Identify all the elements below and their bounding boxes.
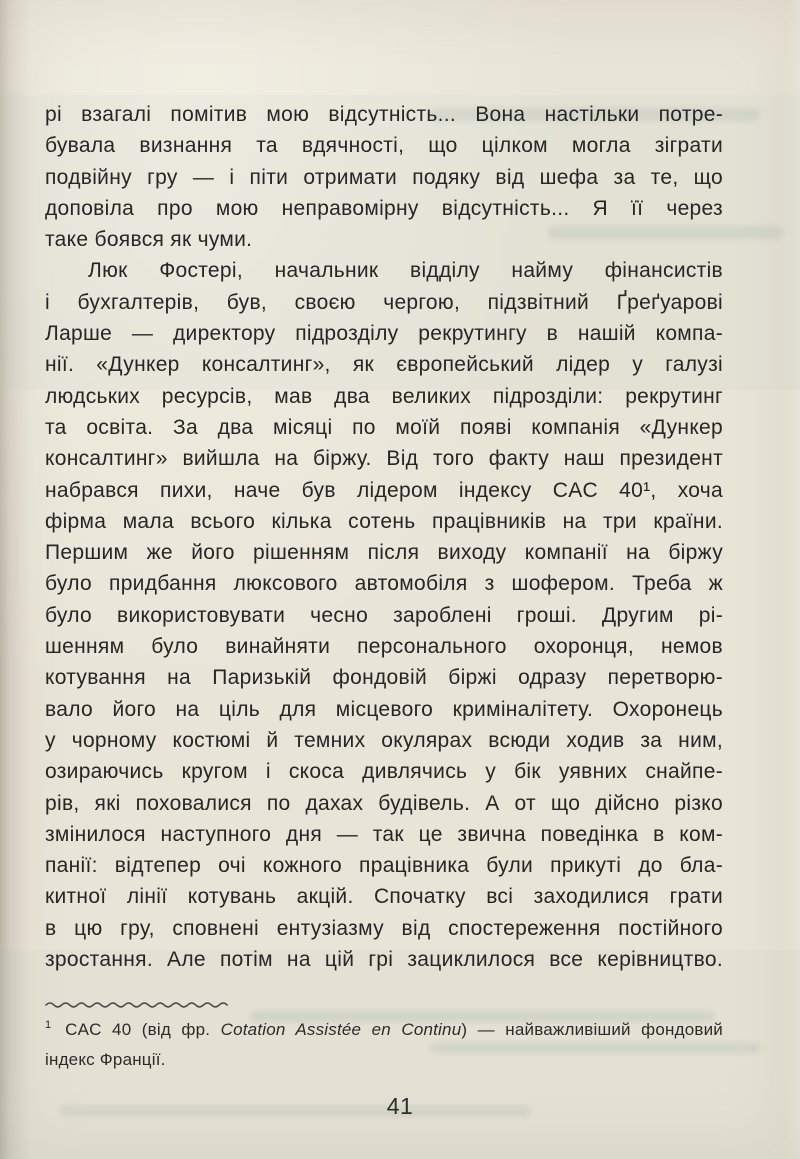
text-line: було придбання люксового автомобіля з шофером. Треба ж (45, 572, 723, 596)
text-line: рів, які поховалися по дахах будівель. А от що дійсно різко (45, 791, 723, 815)
text-line: в цю гру, сповнені ентузіазму від спостереження постійного (45, 916, 723, 940)
text-line: рі взагалі помітив мою відсутність... Вона настільки потре- (45, 103, 723, 126)
text-line: набрався пихи, наче був лідером індексу CAC 40¹, хоча (45, 478, 723, 502)
footnote-text: ) — найважливіший фондовий (461, 1020, 723, 1039)
page-text (45, 99, 723, 975)
page-number: 41 (386, 1093, 414, 1119)
paragraph (45, 255, 723, 975)
text-line: подвійну гру — і піти отримати подяку від шефа за те, що (45, 165, 723, 189)
text-line: нії. «Дункер консалтинг», як європейський лідер у галузі (45, 353, 723, 377)
footnote-text: CAC 40 (від фр. (65, 1020, 221, 1039)
text-line: озираючись кругом і скоса дивлячись у бік уявних снайпе- (45, 760, 723, 784)
text-line: і бухгалтерів, був, своєю чергою, підзвітний Ґреґуарові (45, 290, 723, 314)
footnote-line-1 (45, 1015, 723, 1044)
text-line: людських ресурсів, мав два великих підрозділи: рекрутинг (45, 384, 723, 408)
text-line: вало його на ціль для місцевого криміналітету. Охоронець (45, 697, 723, 721)
text-line: панії: відтепер очі кожного працівника були прикуті до бла- (45, 854, 723, 878)
text-line: Першим же його рішенням після виходу компанії на біржу (45, 541, 723, 565)
footnote (45, 1000, 723, 1074)
text-line: у чорному костюмі й темних окулярах всюди ходив за ним, (45, 728, 723, 752)
footnote-divider-wavy (45, 1000, 235, 1008)
text-line: котування на Паризькій фондовій біржі одразу перетворю- (45, 666, 723, 690)
text-line: консалтинг» вийшла на біржу. Від того факту наш президент (45, 447, 723, 471)
text-line: китної лінії котувань акцій. Спочатку всі заходилися грати (45, 885, 723, 909)
text-line: змінилося наступного дня — так це звична поведінка в ком- (45, 822, 723, 846)
text-line: шенням було винайняти персонального охоронця, немов (45, 635, 723, 659)
footnote-line-2: індекс Франції. (45, 1050, 166, 1069)
text-line: Ларше — директору підрозділу рекрутингу в нашій компа- (45, 322, 723, 346)
text-line: доповіла про мою неправомірну відсутність... Я її через (45, 196, 723, 220)
paragraph (45, 99, 723, 255)
text-line: фірма мала всього кілька сотень працівників на три країни. (45, 509, 723, 533)
text-line: було використовувати чесно зароблені гроші. Другим рі- (45, 603, 723, 627)
text-line: бувала визнання та вдячності, що цілком могла зіграти (45, 134, 723, 158)
text-line: та освіта. За два місяці по моїй появі компанія «Дункер (45, 415, 723, 439)
footnote-text-italic: Cotation Assistée en Continu (220, 1020, 462, 1039)
text-line: зростання. Але потім на цій грі зациклилося все керівництво. (45, 948, 723, 972)
text-line: Люк Фостері, начальник відділу найму фінансистів (88, 259, 723, 283)
text-line: таке боявся як чуми. (45, 228, 253, 252)
footnote-marker: 1 (45, 1019, 52, 1032)
